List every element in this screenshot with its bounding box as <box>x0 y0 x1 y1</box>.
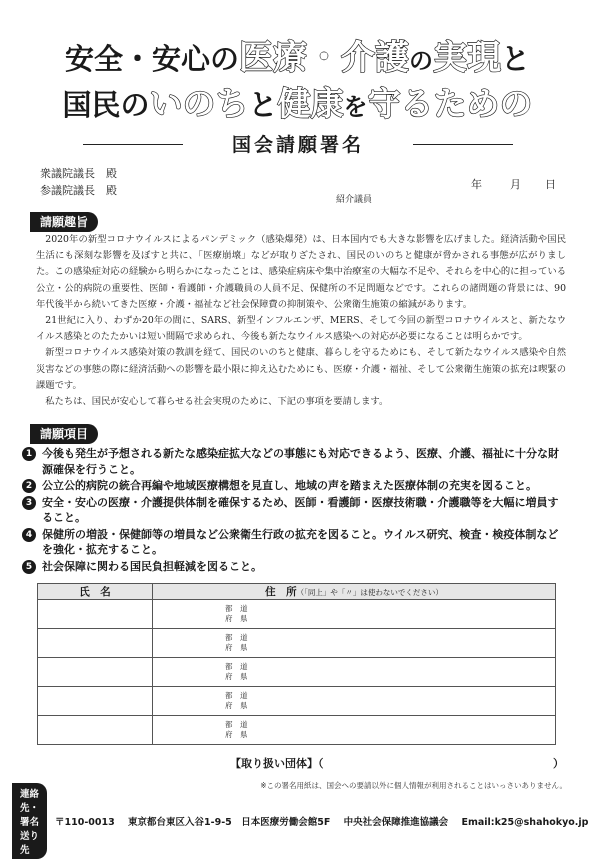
prefecture-label: 府 県 <box>225 614 248 623</box>
footer-org: 中央社会保障推進協議会 <box>343 817 449 828</box>
footer-postal: 〒110-0013 <box>55 817 115 828</box>
purpose-body <box>36 232 566 410</box>
address-cell[interactable] <box>153 716 556 745</box>
title-text: の <box>409 47 433 75</box>
name-cell[interactable] <box>38 658 153 687</box>
footer-tag: 連絡先・署名送り先 <box>12 783 47 859</box>
prefecture-label: 都 道 <box>225 662 248 671</box>
item-text: 社会保障に関わる国民負担軽減を図ること。 <box>42 559 262 573</box>
introducer-label: 紹介議員 <box>336 195 373 205</box>
address-cell[interactable] <box>153 687 556 716</box>
handling-group-close: ） <box>553 757 564 770</box>
prefecture-label: 都 道 <box>225 633 248 642</box>
title-emphasis: 守るための <box>367 84 533 123</box>
name-column-header: 氏 名 <box>38 584 153 600</box>
name-cell[interactable] <box>38 687 153 716</box>
addressee-1: 衆議院議長 殿 <box>40 167 117 180</box>
address-header-note: （「同上」や「〃」は使わないでください） <box>296 588 443 597</box>
prefecture-label: 都 道 <box>225 604 248 613</box>
prefecture-label: 都 道 <box>225 691 248 700</box>
title-text: と <box>501 42 531 76</box>
title-text: を <box>343 93 368 121</box>
addressee-2: 参議院議長 殿 <box>40 184 117 197</box>
title-emphasis: 実現 <box>433 38 501 78</box>
date-month: 月 <box>510 178 521 191</box>
name-cell[interactable] <box>38 600 153 629</box>
title-text: と <box>248 88 278 122</box>
item-text: 公立公的病院の統合再編や地域医療構想を見直し、地域の声を踏まえた医療体制の充実を図ること。 <box>42 479 537 492</box>
list-item <box>22 478 567 494</box>
title-text: 国民の <box>62 88 150 122</box>
prefecture-label: 府 県 <box>225 672 248 681</box>
purpose-paragraph: 新型コロナウイルス感染対策の教訓を経て、国民のいのちと健康、暮らしを守るためにも、そして新たなウイルス感染や自然災害などの事態の際に経済活動への影響を最小限に抑え込むためにも、医療・介護・福祉、そして公衆衛生施策の拡充は喫緊の課題です。 <box>36 347 566 391</box>
address-cell[interactable] <box>153 658 556 687</box>
footer-address: 東京都台東区入谷1-9-5 日本医療労働会館5F <box>128 817 331 828</box>
address-cell[interactable] <box>153 629 556 658</box>
table-row <box>38 600 556 629</box>
name-cell[interactable] <box>38 716 153 745</box>
page-subtitle: 国会請願署名 <box>183 131 413 159</box>
list-item <box>22 527 567 558</box>
purpose-paragraph: 私たちは、国民が安心して暮らせる社会実現のために、下記の事項を要請します。 <box>45 396 389 408</box>
item-text: 今後も発生が予想される新たな感染症拡大などの事態にも対応できるよう、医療、介護、福祉に十分な財源確保を行うこと。 <box>42 447 559 476</box>
item-number: 5 <box>22 560 36 574</box>
prefecture-label: 府 県 <box>225 701 248 710</box>
privacy-disclaimer: ※この署名用紙は、国会への要請以外に個人情報が利用されることはいっさいありません。 <box>260 781 567 790</box>
purpose-paragraph: 21世紀に入り、わずか20年の間に、SARS、新型インフルエンザ、MERS、そして今回の新型コロナウイルスと、新たなウイルス感染とのたたかいは短い間隔で求められ、今後も新たなウイルス感染への対応が必要になることは明らかです。 <box>36 315 566 343</box>
address-cell[interactable] <box>153 600 556 629</box>
purpose-heading: 請願趣旨 <box>30 212 98 232</box>
table-header-row <box>38 584 556 600</box>
requests-heading: 請願項目 <box>30 424 98 444</box>
table-row <box>38 716 556 745</box>
address-header-label: 住 所 <box>265 586 297 598</box>
title-line-1 <box>0 36 595 80</box>
address-column-header <box>153 584 556 600</box>
table-row <box>38 629 556 658</box>
footer-contact <box>55 814 595 828</box>
item-number: 1 <box>22 447 36 461</box>
table-row <box>38 658 556 687</box>
prefecture-label: 都 道 <box>225 720 248 729</box>
handling-group-label: 【取り扱い団体】（ <box>230 757 324 770</box>
item-number: 4 <box>22 528 36 542</box>
list-item <box>22 559 567 575</box>
title-emphasis: いのち <box>149 84 249 123</box>
table-row <box>38 687 556 716</box>
title-emphasis: 医療・介護 <box>239 38 409 78</box>
item-number: 3 <box>22 496 36 510</box>
signature-table <box>37 583 556 745</box>
date-year: 年 <box>471 178 482 191</box>
title-emphasis: 健康 <box>277 84 344 123</box>
requests-list <box>22 446 567 575</box>
footer <box>0 789 595 856</box>
purpose-paragraph: 2020年の新型コロナウイルスによるパンデミック（感染爆発）は、日本国内でも大きな影響を広げました。経済活動や国民生活にも深刻な影響を及ぼすと共に、「医療崩壊」などが取りざたされ、国民のいのちと健康が脅かされる事態が広がりました。この感染症対応の経験から明らかになったことは、感染症病床や集中治療室の大幅な不足や、それらを中心的に担っている公立・公的病院の重要性、医師・看護師・介護職員の人員不足、保健所の不足問題などです。これらの諸問題の背景には、90年代後半から続いてきた医療・介護・福祉など社会保障費の抑制策や、公衆衛生施策の縮減があります。 <box>36 234 566 310</box>
prefecture-label: 府 県 <box>225 643 248 652</box>
title-line-2 <box>0 82 595 126</box>
item-text: 保健所の増設・保健師等の増員など公衆衛生行政の拡充を図ること。ウイルス研究、検査・検疫体制などを強化・拡充すること。 <box>42 527 559 556</box>
prefecture-label: 府 県 <box>225 730 248 739</box>
list-item <box>22 446 567 477</box>
list-item <box>22 495 567 526</box>
item-text: 安全・安心の医療・介護提供体制を確保するため、医師・看護師・医療技術職・介護職等を大幅に増員すること。 <box>42 495 559 524</box>
item-number: 2 <box>22 479 36 493</box>
subtitle-block <box>183 131 413 159</box>
name-cell[interactable] <box>38 629 153 658</box>
footer-email[interactable]: Email:k25@shahokyo.jp <box>461 817 589 828</box>
title-text: 安全・安心の <box>64 42 239 76</box>
date-day: 日 <box>545 178 556 191</box>
